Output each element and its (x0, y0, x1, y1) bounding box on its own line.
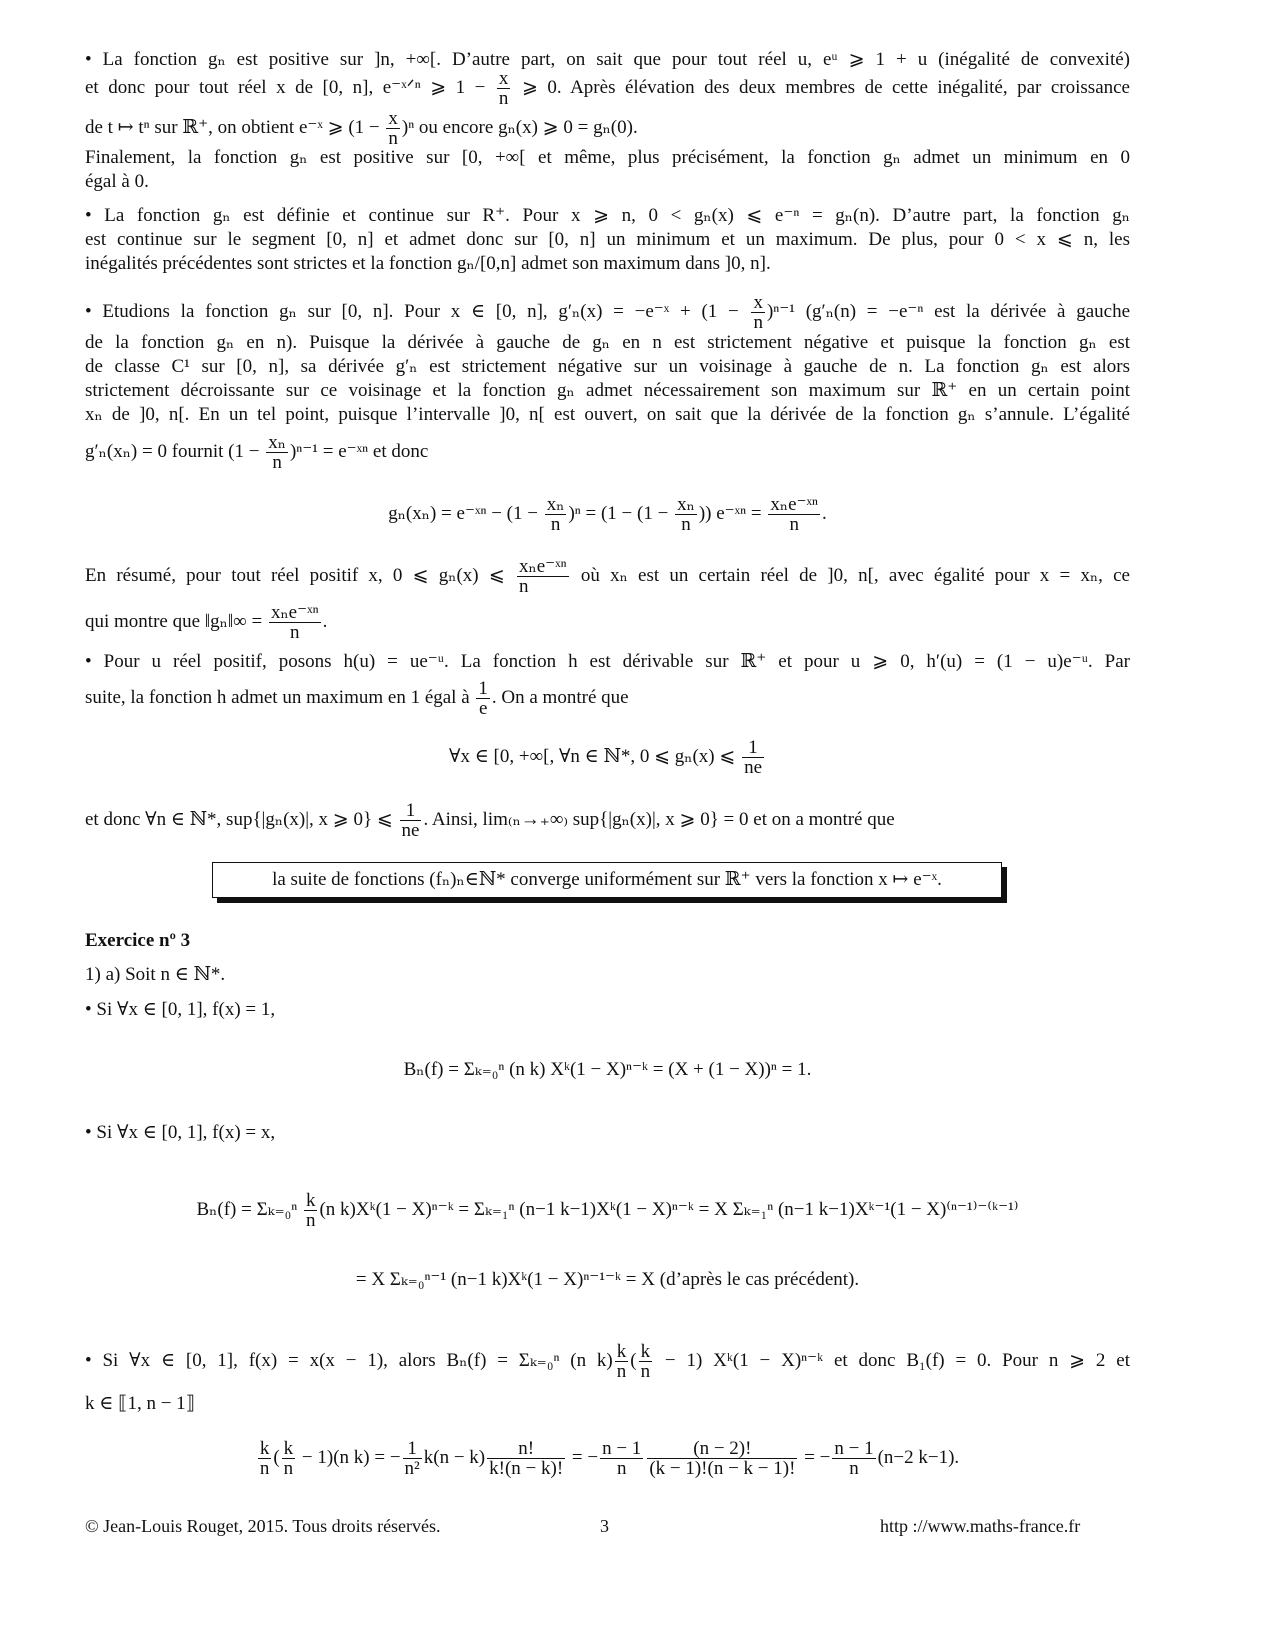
text-run: )ⁿ = (1 − (1 − (568, 503, 674, 524)
text-run: Bₙ(f) = Σₖ₌₀ⁿ (n k) Xᵏ(1 − X)ⁿ⁻ᵏ = (X + (1 − X))ⁿ = 1. (403, 1059, 812, 1080)
text-run: de la fonction gₙ en n). Puisque la dérivée à gauche de gₙ en n est strictement négative et puisque la fonction gₙ est (85, 332, 1130, 353)
text-run: de classe C¹ sur [0, n], sa dérivée g′ₙ est strictement négative sur un voisinage à gauche de n. La fonction gₙ est alors (85, 356, 1130, 377)
text-run: . On a montré que (491, 687, 629, 708)
fraction (487, 1439, 565, 1478)
text-run: ( (630, 1350, 637, 1371)
text-run: strictement décroissante sur ce voisinage et la fonction gₙ admet nécessairement son maximum sur ℝ⁺ en un certain point (85, 380, 1130, 401)
text-line (85, 228, 1130, 252)
fraction-denominator: n (550, 514, 561, 536)
text-run: . (822, 503, 827, 524)
text-run: suite, la fonction h admet un maximum en 1 égal à (85, 687, 475, 708)
text-run: gₙ(xₙ) = e⁻ˣⁿ − (1 − (388, 503, 543, 524)
fraction (476, 679, 490, 718)
display-equation (85, 1058, 1130, 1082)
fraction-numerator: n − 1 (602, 1438, 642, 1460)
text-line (85, 379, 1130, 403)
text-line (85, 108, 1130, 150)
text-run: . (322, 611, 328, 632)
text-run: xₙ de ]0, n[. En un tel point, puisque l’intervalle ]0, n[ est ouvert, on sait que la dérivée de la fonction gₙ s’annule. L’égalité (85, 404, 1130, 425)
text-line (85, 963, 1130, 987)
fraction-numerator: n! (487, 1439, 565, 1459)
fraction (269, 603, 321, 642)
fraction (639, 1342, 653, 1381)
fraction-denominator: n (305, 1210, 316, 1232)
fraction-numerator: xₙ (546, 494, 565, 516)
text-run: . Ainsi, lim₍ₙ→₊∞₎ sup{|gₙ(x)|, x ⩾ 0} = 0 et on a montré que (423, 809, 895, 830)
text-run: • Si ∀x ∈ [0, 1], f(x) = x, (85, 1122, 276, 1143)
fraction (304, 1191, 318, 1230)
text-run: • Si ∀x ∈ [0, 1], f(x) = x(x − 1), alors Bₙ(f) = Σₖ₌₀ⁿ (n k) (85, 1350, 613, 1371)
fraction-denominator: (k − 1)!(n − k − 1)! (649, 1458, 796, 1480)
text-run: qui montre que ‖gₙ‖∞ = (85, 611, 267, 632)
fraction-denominator: n (283, 1458, 294, 1480)
fraction-denominator: ne (401, 820, 420, 842)
text-run: de t ↦ tⁿ sur ℝ⁺, on obtient e⁻ˣ ⩾ (1 − (85, 117, 385, 138)
text-run: En résumé, pour tout réel positif x, 0 ⩽ gₙ(x) ⩽ (85, 565, 515, 586)
display-equation (85, 737, 1130, 779)
text-line (85, 800, 1130, 842)
fraction-denominator: n (789, 514, 799, 536)
text-run: • Etudions la fonction gₙ sur [0, n]. Pour x ∈ [0, n], g′ₙ(x) = −e⁻ˣ + (1 − (85, 301, 750, 322)
fraction-numerator: (n − 2)! (647, 1439, 797, 1459)
text-line (85, 403, 1130, 427)
fraction-denominator: n (753, 312, 763, 334)
text-run: • Pour u réel positif, posons h(u) = ue⁻ᵘ. La fonction h est dérivable sur ℝ⁺ et pour u ⩾ 0, h′(u) = (1 − u)e⁻ᵘ. Par (85, 651, 1130, 672)
text-run: (n k)Xᵏ(1 − X)ⁿ⁻ᵏ = Σₖ₌₁ⁿ (n−1 k−1)Xᵏ(1 − X)ⁿ⁻ᵏ = X Σₖ₌₁ⁿ (n−1 k−1)Xᵏ⁻¹(1 − X)⁽ⁿ⁻¹⁾⁻⁽ᵏ⁻¹⁾ (319, 1199, 1019, 1220)
text-run: et donc ∀n ∈ ℕ*, sup{|gₙ(x)|, x ⩾ 0} ⩽ (85, 809, 398, 830)
fraction-denominator: n (272, 452, 282, 474)
text-run: ∀x ∈ [0, +∞[, ∀n ∈ ℕ*, 0 ⩽ gₙ(x) ⩽ (449, 746, 741, 767)
fraction (751, 293, 765, 332)
fraction (400, 801, 422, 840)
fraction-denominator: e (478, 698, 488, 720)
section-heading (85, 929, 1130, 953)
text-line (85, 998, 1130, 1022)
display-equation (85, 494, 1130, 536)
fraction-numerator: k (640, 1341, 651, 1363)
text-line (85, 1121, 1130, 1145)
text-line (85, 432, 1130, 474)
fraction-numerator: n − 1 (834, 1438, 874, 1460)
fraction-denominator: n (640, 1361, 651, 1383)
fraction (497, 69, 511, 108)
fraction-denominator: n (849, 1458, 859, 1480)
display-equation (85, 1438, 1130, 1480)
fraction-numerator: 1 (478, 678, 488, 700)
fraction-denominator: n² (404, 1458, 420, 1480)
fraction (545, 495, 567, 534)
fraction (768, 495, 820, 534)
display-equation (85, 1190, 1130, 1232)
fraction-numerator: 1 (742, 738, 764, 758)
text-run: Finalement, la fonction gₙ est positive sur [0, +∞[ et même, plus précisément, la fonction gₙ admet un minimum en 0 (85, 147, 1130, 168)
fraction (282, 1439, 296, 1478)
text-run: )ⁿ ou encore gₙ(x) ⩾ 0 = gₙ(0). (401, 117, 638, 138)
text-line (85, 602, 1130, 644)
fraction-numerator: k (283, 1438, 294, 1460)
text-run: et donc pour tout réel x de [0, n], e⁻ˣᐟⁿ ⩾ 1 − (85, 77, 495, 98)
fraction-denominator: k!(n − k)! (489, 1458, 564, 1480)
fraction-numerator: 1 (403, 1439, 422, 1459)
fraction-numerator: k (616, 1341, 627, 1363)
footer-url[interactable]: http ://www.maths-france.fr (880, 1516, 1081, 1536)
boxed-conclusion: la suite de fonctions (fₙ)ₙ∈ℕ* converge uniformément sur ℝ⁺ vers la fonction x ↦ e⁻ˣ. (212, 862, 1002, 898)
text-run: 1) a) Soit n ∈ ℕ*. (85, 964, 226, 985)
text-line (85, 170, 1130, 194)
text-run: inégalités précédentes sont strictes et la fonction gₙ/[0,n] admet son maximum dans ]0, n]. (85, 253, 771, 274)
fraction-numerator: x (753, 292, 763, 314)
text-line (85, 292, 1130, 334)
text-run: • Si ∀x ∈ [0, 1], f(x) = 1, (85, 999, 276, 1020)
fraction-numerator: xₙe⁻ˣⁿ (270, 602, 319, 624)
fraction (266, 433, 288, 472)
fraction-numerator: x (498, 68, 509, 90)
fraction-numerator: k (305, 1190, 316, 1212)
text-run: − 1)(n k) = − (297, 1447, 401, 1468)
text-line (85, 331, 1130, 355)
text-line (85, 1341, 1130, 1383)
fraction-numerator: 1 (400, 801, 422, 821)
text-run: Exercice nº 3 (85, 930, 191, 951)
fraction (517, 557, 569, 596)
text-line (85, 68, 1130, 110)
fraction-denominator: n (498, 88, 509, 110)
fraction-denominator: n (616, 1361, 627, 1383)
text-line (85, 146, 1130, 170)
fraction-numerator: x (388, 108, 398, 130)
text-line (85, 252, 1130, 276)
text-run: • La fonction gₙ est définie et continue sur R⁺. Pour x ⩾ n, 0 < gₙ(x) ⩽ e⁻ⁿ = gₙ(n). D’autre part, la fonction gₙ (85, 205, 1130, 226)
text-run: ⩾ 0. Après élévation des deux membres de cette inégalité, par croissance (512, 77, 1130, 98)
text-run: • La fonction gₙ est positive sur ]n, +∞[. D’autre part, on sait que pour tout réel u, eᵘ ⩾ 1 + u (inégalité de convexité) (85, 49, 1130, 70)
text-run: k(n − k) (423, 1447, 486, 1468)
text-run: = X Σₖ₌₀ⁿ⁻¹ (n−1 k)Xᵏ(1 − X)ⁿ⁻¹⁻ᵏ = X (d’après le cas précédent). (355, 1269, 860, 1290)
fraction-denominator: n (616, 1458, 627, 1480)
fraction-numerator: xₙe⁻ˣⁿ (518, 556, 567, 578)
text-line (85, 678, 1130, 720)
text-line (85, 650, 1130, 674)
text-line (85, 355, 1130, 379)
fraction-denominator: ne (744, 757, 762, 779)
fraction-numerator: k (259, 1438, 270, 1460)
text-run: k ∈ ⟦1, n − 1⟧ (85, 1393, 196, 1414)
fraction-denominator: n (388, 128, 398, 150)
fraction-denominator: n (681, 514, 691, 536)
text-run: g′ₙ(xₙ) = 0 fournit (1 − (85, 441, 265, 462)
fraction-denominator: n (518, 576, 529, 598)
text-run: Bₙ(f) = Σₖ₌₀ⁿ (196, 1199, 302, 1220)
footer-copyright: © Jean-Louis Rouget, 2015. Tous droits réservés. (85, 1516, 441, 1536)
text-run: ( (273, 1447, 280, 1468)
fraction (675, 495, 697, 534)
fraction (647, 1439, 797, 1478)
fraction-numerator: xₙ (677, 494, 695, 516)
fraction (615, 1342, 629, 1381)
text-line (85, 556, 1130, 598)
text-run: )ⁿ⁻¹ = e⁻ˣⁿ et donc (289, 441, 429, 462)
fraction-numerator: xₙ (268, 432, 286, 454)
fraction (832, 1439, 875, 1478)
text-run: où xₙ est un certain réel de ]0, n[, avec égalité pour x = xₙ, ce (570, 565, 1130, 586)
fraction-denominator: n (259, 1458, 270, 1480)
text-run: (n−2 k−1). (877, 1447, 960, 1468)
text-run: = − (567, 1447, 599, 1468)
text-line (85, 204, 1130, 228)
text-line (85, 1392, 1130, 1416)
text-run: égal à 0. (85, 171, 149, 192)
text-line (85, 48, 1130, 72)
text-run: est continue sur le segment [0, n] et admet donc sur [0, n] un minimum et un maximum. De plus, pour 0 < x ⩽ n, les (85, 229, 1130, 250)
fraction (600, 1439, 643, 1478)
text-run: = − (799, 1447, 831, 1468)
text-run: )) e⁻ˣⁿ = (698, 503, 767, 524)
fraction-numerator: xₙe⁻ˣⁿ (770, 494, 819, 516)
fraction (258, 1439, 272, 1478)
fraction (742, 738, 764, 777)
text-run: − 1) Xᵏ(1 − X)ⁿ⁻ᵏ et donc B₁(f) = 0. Pour n ⩾ 2 et (654, 1350, 1130, 1371)
footer-page-number: 3 (600, 1516, 609, 1536)
fraction (403, 1439, 422, 1478)
display-equation (85, 1268, 1130, 1292)
text-run: )ⁿ⁻¹ (g′ₙ(n) = −e⁻ⁿ est la dérivée à gauche (766, 301, 1130, 322)
fraction-denominator: n (290, 622, 300, 644)
fraction (386, 109, 400, 148)
